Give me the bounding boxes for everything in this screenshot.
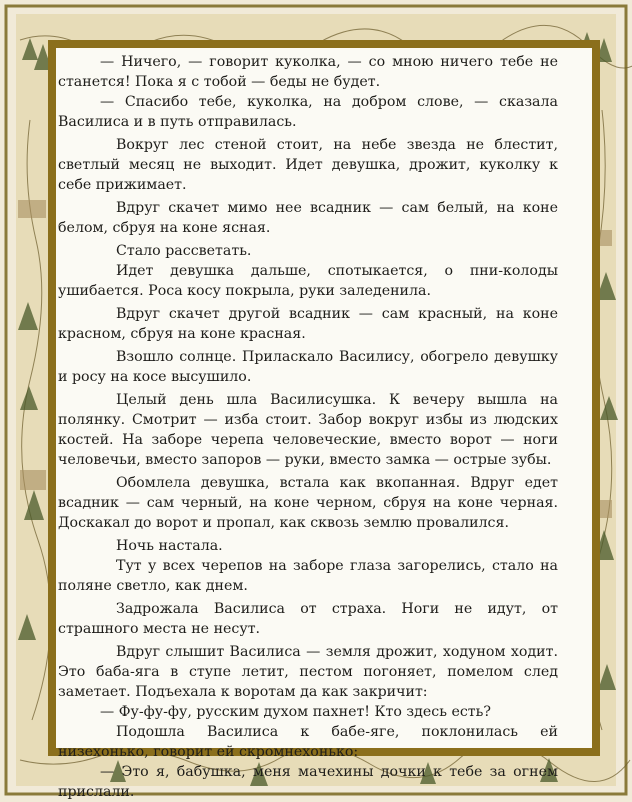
paragraph-10: Обомлела девушка, встала как вкопанная. Вдруг едет всадник — сам черный, на коне черном, сбруя на коне черная. Доскакал до ворот и пропал, как сквозь землю провалился. — [58, 475, 558, 531]
paragraph-9: Целый день шла Василисушка. К вечеру вышла на полянку. Смотрит — изба стоит. Забор вокруг избы из людских костей. На заборе черепа человеческие, вместо ворот — ноги человечьи, вместо запоров — руки, вместо замка — острые зубы. — [58, 392, 558, 468]
paragraph-8: Взошло солнце. Приласкало Василису, обогрело девушку и росу на косе высушило. — [58, 349, 558, 385]
paragraph-5: Стало рассветать. — [116, 243, 252, 259]
paragraph-2: — Спасибо тебе, куколка, на добром слове, — сказала Василиса и в путь отправилась. — [58, 94, 558, 130]
paragraph-7: Вдруг скачет другой всадник — сам красный, на коне красном, сбруя на коне красная. — [58, 306, 558, 342]
paragraph-17: — Это я, бабушка, меня мачехины дочки к тебе за огнем прислали. — [58, 764, 558, 800]
paragraph-14: Вдруг слышит Василиса — земля дрожит, ходуном ходит. Это баба-яга в ступе летит, пестом погоняет, помелом след заметает. Подъехала к воротам да как закричит: — [58, 644, 558, 700]
story-text — [58, 52, 558, 802]
paragraph-6: Идет девушка дальше, спотыкается, о пни-колоды ушибается. Роса косу покрыла, руки заледенила. — [58, 263, 558, 299]
paragraph-15: — Фу-фу-фу, русским духом пахнет! Кто здесь есть? — [100, 704, 491, 720]
paragraph-11: Ночь настала. — [116, 538, 223, 554]
paragraph-13: Задрожала Василиса от страха. Ноги не идут, от страшного места не несут. — [58, 601, 558, 637]
paragraph-12: Тут у всех черепов на заборе глаза загорелись, стало на поляне светло, как днем. — [58, 558, 558, 594]
paragraph-3: Вокруг лес стеной стоит, на небе звезда не блестит, светлый месяц не выходит. Идет девушка, дрожит, куколку к себе прижимает. — [58, 137, 558, 193]
paragraph-4: Вдруг скачет мимо нее всадник — сам белый, на коне белом, сбруя на коне ясная. — [58, 200, 558, 236]
paragraph-1: — Ничего, — говорит куколка, — со мною ничего тебе не станется! Пока я с тобой — беды не будет. — [58, 54, 558, 90]
paragraph-16: Подошла Василиса к бабе-яге, поклонилась ей низехонько, говорит ей скромнехонько: — [58, 724, 558, 760]
